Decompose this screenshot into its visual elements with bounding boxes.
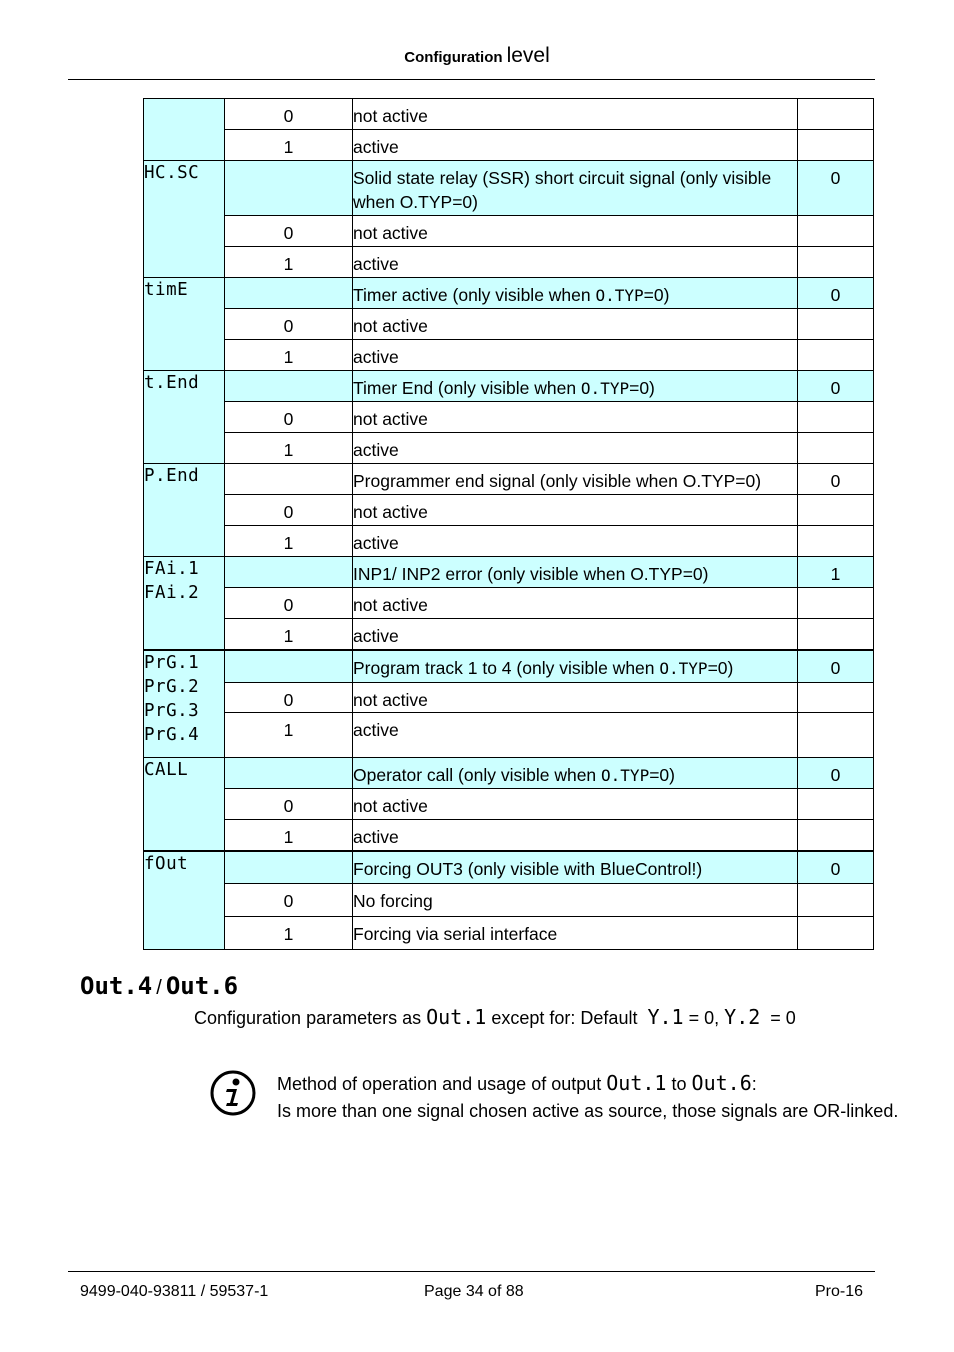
desc-cell: not active xyxy=(353,309,798,340)
desc-cell: not active xyxy=(353,495,798,526)
table-row xyxy=(144,402,874,433)
table-row xyxy=(144,650,874,683)
value-cell: 0 xyxy=(225,683,353,713)
table-row xyxy=(144,495,874,526)
header-rule xyxy=(68,79,875,80)
desc-cell: active xyxy=(353,433,798,464)
default-cell xyxy=(798,917,874,950)
table-row xyxy=(144,851,874,884)
value-cell: 1 xyxy=(225,820,353,851)
param-cell-empty xyxy=(144,99,225,161)
default-cell xyxy=(798,216,874,247)
default-cell xyxy=(798,402,874,433)
desc-cell: active xyxy=(353,247,798,278)
desc-cell: active xyxy=(353,713,798,758)
value-cell xyxy=(225,758,353,789)
default-cell: 0 xyxy=(798,851,874,884)
value-cell: 0 xyxy=(225,884,353,917)
default-cell: 0 xyxy=(798,278,874,309)
default-cell: 0 xyxy=(798,371,874,402)
parameter-table xyxy=(143,98,874,950)
table-row xyxy=(144,130,874,161)
value-cell: 0 xyxy=(225,789,353,820)
desc-cell: Timer End (only visible when O.TYP=0) xyxy=(353,371,798,402)
param-prg: PrG.1 PrG.2 PrG.3 PrG.4 xyxy=(144,650,225,758)
desc-cell: not active xyxy=(353,683,798,713)
desc-cell: Solid state relay (SSR) short circuit signal (only visible when O.TYP=0) xyxy=(353,161,798,216)
default-cell xyxy=(798,247,874,278)
value-cell: 1 xyxy=(225,340,353,371)
table-row xyxy=(144,278,874,309)
info-icon xyxy=(210,1070,256,1116)
default-cell xyxy=(798,619,874,650)
footer-product: Pro-16 xyxy=(815,1283,864,1300)
table-row xyxy=(144,99,874,130)
table-row xyxy=(144,247,874,278)
header-bold: Configuration xyxy=(404,49,503,66)
table-row xyxy=(144,464,874,495)
default-cell: 0 xyxy=(798,161,874,216)
default-cell xyxy=(798,713,874,758)
default-cell xyxy=(798,884,874,917)
desc-cell: active xyxy=(353,619,798,650)
value-cell: 0 xyxy=(225,588,353,619)
param-time: timE xyxy=(144,278,225,371)
param-hc-sc: HC.SC xyxy=(144,161,225,278)
footer-page-number: Page 34 of 88 xyxy=(424,1283,524,1300)
desc-cell: not active xyxy=(353,588,798,619)
table-row xyxy=(144,309,874,340)
param-fai: FAi.1 FAi.2 xyxy=(144,557,225,650)
value-cell: 1 xyxy=(225,713,353,758)
desc-cell: not active xyxy=(353,789,798,820)
param-p-end: P.End xyxy=(144,464,225,557)
desc-cell: Timer active (only visible when O.TYP=0) xyxy=(353,278,798,309)
default-cell xyxy=(798,820,874,851)
desc-cell: Program track 1 to 4 (only visible when O.TYP=0) xyxy=(353,650,798,683)
table-row xyxy=(144,758,874,789)
footer-rule xyxy=(68,1271,875,1272)
default-cell xyxy=(798,588,874,619)
default-cell xyxy=(798,340,874,371)
desc-cell: not active xyxy=(353,99,798,130)
default-cell xyxy=(798,495,874,526)
default-cell xyxy=(798,130,874,161)
table-row xyxy=(144,371,874,402)
default-cell: 1 xyxy=(798,557,874,588)
default-cell xyxy=(798,526,874,557)
table-row xyxy=(144,884,874,917)
table-row xyxy=(144,619,874,650)
param-call: CALL xyxy=(144,758,225,851)
note-heading: Method of operation and usage of output Out.1 to Out.6: xyxy=(277,1071,757,1095)
value-cell: 1 xyxy=(225,526,353,557)
default-cell: 0 xyxy=(798,464,874,495)
table-row xyxy=(144,557,874,588)
config-line: Configuration parameters as Out.1 except for: Default Y.1 = 0, Y.2 = 0 xyxy=(194,1005,796,1029)
default-cell xyxy=(798,789,874,820)
desc-cell: INP1/ INP2 error (only visible when O.TYP=0) xyxy=(353,557,798,588)
default-cell: 0 xyxy=(798,650,874,683)
default-cell xyxy=(798,433,874,464)
value-cell xyxy=(225,371,353,402)
table-row xyxy=(144,433,874,464)
desc-cell: Forcing OUT3 (only visible with BlueControl!) xyxy=(353,851,798,884)
default-cell xyxy=(798,99,874,130)
header-normal: level xyxy=(506,44,550,67)
footer-doc-number: 9499-040-93811 / 59537-1 xyxy=(80,1283,269,1300)
default-cell: 0 xyxy=(798,758,874,789)
table-row xyxy=(144,713,874,758)
value-cell xyxy=(225,557,353,588)
value-cell: 1 xyxy=(225,130,353,161)
value-cell: 0 xyxy=(225,309,353,340)
desc-cell: Programmer end signal (only visible when O.TYP=0) xyxy=(353,464,798,495)
desc-cell: No forcing xyxy=(353,884,798,917)
value-cell xyxy=(225,851,353,884)
desc-cell: not active xyxy=(353,216,798,247)
table-row xyxy=(144,216,874,247)
table-row xyxy=(144,588,874,619)
table-row xyxy=(144,526,874,557)
table-row xyxy=(144,161,874,216)
desc-cell: active xyxy=(353,130,798,161)
note-body: Is more than one signal chosen active as source, those signals are OR-linked. xyxy=(277,1101,899,1121)
desc-cell: Forcing via serial interface xyxy=(353,917,798,950)
value-cell: 1 xyxy=(225,433,353,464)
default-cell xyxy=(798,683,874,713)
value-cell xyxy=(225,161,353,216)
default-cell xyxy=(798,309,874,340)
value-cell: 0 xyxy=(225,402,353,433)
desc-cell: not active xyxy=(353,402,798,433)
desc-cell: active xyxy=(353,820,798,851)
value-cell: 1 xyxy=(225,917,353,950)
table-row xyxy=(144,820,874,851)
value-cell: 0 xyxy=(225,99,353,130)
table-row xyxy=(144,789,874,820)
value-cell: 0 xyxy=(225,216,353,247)
desc-cell: active xyxy=(353,340,798,371)
table-row xyxy=(144,340,874,371)
value-cell xyxy=(225,650,353,683)
section-title: Out.4 / Out.6 xyxy=(80,972,239,1000)
value-cell: 0 xyxy=(225,495,353,526)
desc-cell: Operator call (only visible when O.TYP=0) xyxy=(353,758,798,789)
value-cell xyxy=(225,464,353,495)
value-cell: 1 xyxy=(225,247,353,278)
param-t-end: t.End xyxy=(144,371,225,464)
value-cell xyxy=(225,278,353,309)
table-row xyxy=(144,683,874,713)
page-header xyxy=(0,44,954,68)
desc-cell: active xyxy=(353,526,798,557)
table-row xyxy=(144,917,874,950)
param-fout: fOut xyxy=(144,851,225,950)
value-cell: 1 xyxy=(225,619,353,650)
